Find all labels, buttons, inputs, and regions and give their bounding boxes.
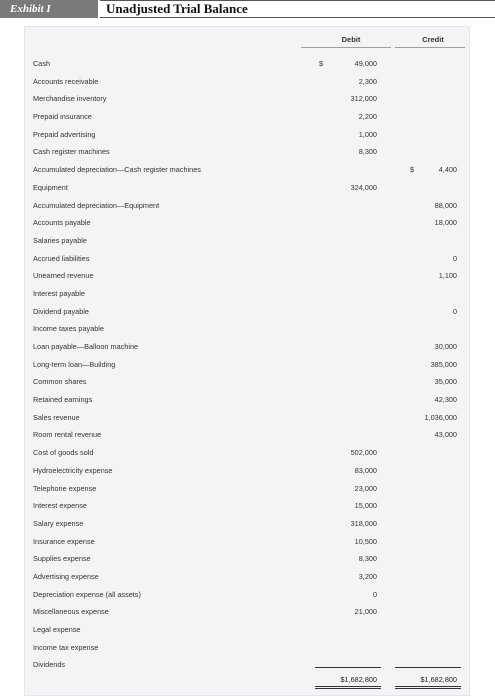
debit-dollar-sign: $ [319,59,324,68]
table-row [25,214,471,232]
table-row [25,480,471,498]
account-name: Salary expense [33,518,84,528]
table-row [25,426,471,444]
credit-amount: 4,400 [438,165,457,175]
table-row [25,232,471,250]
table-row [25,621,471,639]
account-name: Accumulated depreciation—Equipment [33,200,160,210]
account-name: Equipment [33,182,68,192]
credit-amount: 1,100 [438,271,457,281]
table-row [25,515,471,533]
account-name: Telephone expense [33,483,97,493]
table-row [25,409,471,427]
table-row [25,373,471,391]
table-row [25,639,471,657]
account-name: Accounts payable [33,218,91,228]
debit-amount: 0 [372,589,377,599]
account-name: Supplies expense [33,554,91,564]
table-row [25,90,471,108]
account-name: Retained earnings [33,395,93,405]
table-row [25,391,471,409]
account-name: Dividend payable [33,306,89,316]
account-name: Accrued liabilities [33,253,90,263]
account-name: Interest expense [33,501,87,511]
credit-column-header: Credit [422,35,444,44]
debit-amount: 312,000 [350,94,377,104]
account-name: Depreciation expense (all assets) [33,589,141,599]
account-name: Legal expense [33,625,81,634]
debit-amount: 23,000 [354,483,377,493]
table-row [25,603,471,621]
credit-amount: 0 [452,306,457,316]
credit-amount: 35,000 [434,377,457,387]
account-name: Prepaid insurance [33,112,92,122]
account-name: Accounts receivable [33,76,99,86]
credit-amount: 42,300 [434,395,457,405]
table-row [25,533,471,551]
account-name: Dividends [33,660,66,670]
account-name: Cost of goods sold [33,448,94,458]
credit-amount: 1,036,000 [424,412,457,422]
account-name: Miscellaneous expense [33,607,109,617]
table-row [25,356,471,374]
credit-dollar-sign: $ [410,165,415,175]
table-row [25,143,471,161]
account-name: Insurance expense [33,536,95,546]
account-name: Long-term loan—Building [33,359,116,369]
table-row [25,444,471,462]
debit-amount: 49,000 [354,59,377,68]
credit-amount: 18,000 [434,218,457,228]
credit-amount: 385,000 [430,359,457,369]
debit-amount: 21,000 [354,607,377,617]
account-name: Accumulated depreciation—Cash register machines [33,165,201,175]
table-body [25,55,471,674]
debit-header-rule [301,47,391,48]
table-row [25,73,471,91]
credit-total-rule [395,667,461,668]
account-name: Common shares [33,377,87,387]
account-name: Cash [33,59,51,68]
account-name: Hydroelectricity expense [33,465,113,475]
exhibit-title: Unadjusted Trial Balance [100,0,495,18]
debit-amount: 8,300 [358,147,377,157]
account-name: Loan payable—Balloon machine [33,342,139,351]
debit-total: $1,682,800 [340,675,377,684]
debit-amount: 83,000 [354,465,377,475]
debit-amount: 10,500 [354,536,377,546]
debit-total-rule [315,667,381,668]
debit-amount: 318,000 [350,518,377,528]
table-row [25,550,471,568]
account-name: Interest payable [33,288,85,298]
credit-amount: 30,000 [434,342,457,351]
exhibit-tag: Exhibit I [0,0,98,18]
debit-amount: 1,000 [358,129,377,139]
account-name: Merchandise inventory [33,94,107,104]
table-row [25,250,471,268]
debit-amount: 8,300 [358,554,377,564]
table-row [25,497,471,515]
account-name: Prepaid advertising [33,129,96,139]
debit-amount: 324,000 [350,182,377,192]
table-row [25,586,471,604]
table-row [25,161,471,179]
debit-double-rule [315,686,381,689]
account-name: Room rental revenue [33,430,102,440]
account-name: Unearned revenue [33,271,94,281]
table-row [25,338,471,356]
debit-amount: 3,200 [358,571,377,581]
table-row [25,267,471,285]
credit-header-rule [395,47,465,48]
credit-double-rule [395,686,461,689]
account-name: Salaries payable [33,235,87,245]
table-row [25,179,471,197]
debit-amount: 502,000 [350,448,377,458]
account-name: Income tax expense [33,642,99,652]
table-row [25,108,471,126]
table-row [25,462,471,480]
account-name: Income taxes payable [33,324,104,334]
debit-amount: 2,300 [358,76,377,86]
credit-amount: 88,000 [434,200,457,210]
account-name: Advertising expense [33,571,99,581]
table-row [25,197,471,215]
account-name: Sales revenue [33,412,80,422]
table-row [25,568,471,586]
credit-amount: 0 [452,253,457,263]
debit-column-header: Debit [341,35,361,44]
table-row [25,285,471,303]
table-row [25,126,471,144]
exhibit-header [0,0,495,18]
debit-amount: 15,000 [354,501,377,511]
table-row [25,320,471,338]
credit-total: $1,682,800 [420,675,457,684]
trial-balance-table [24,26,470,696]
account-name: Cash register machines [33,147,110,157]
credit-amount: 43,000 [434,430,457,440]
table-row [25,55,471,73]
table-row [25,656,471,674]
table-row [25,303,471,321]
debit-amount: 2,200 [358,112,377,122]
